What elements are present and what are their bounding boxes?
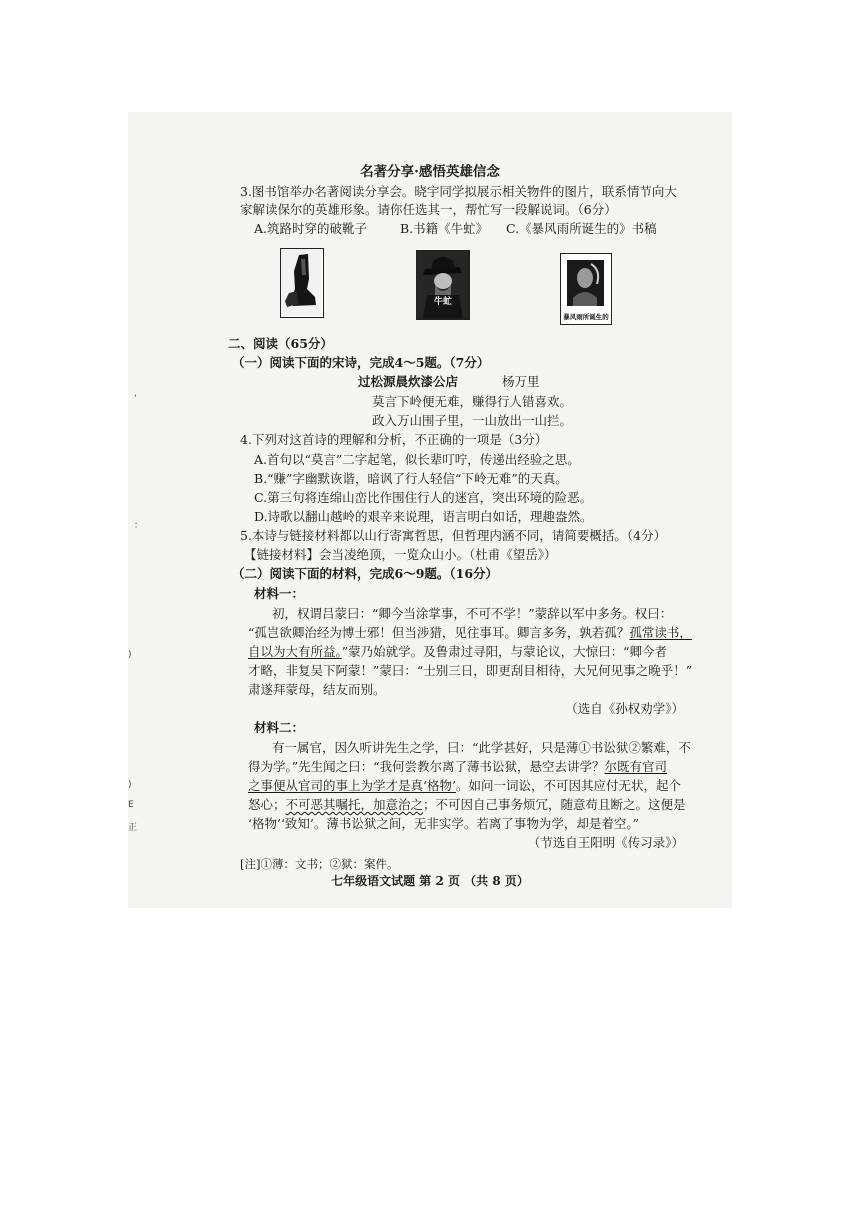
- material1-source: （选自《孙权劝学》）: [565, 701, 684, 716]
- material1-label: 材料一：: [254, 586, 305, 601]
- footnote: [注]①薄：文书；②狱：案件。: [240, 857, 399, 871]
- q3-option-b: B.书籍《牛虻》: [400, 221, 489, 236]
- poem-title: 过松源晨炊漆公店: [358, 374, 459, 389]
- scanned-exam-page: [128, 112, 732, 908]
- margin-mark: E: [128, 800, 134, 810]
- margin-mark: ：: [134, 521, 144, 531]
- page-footer: 七年级语文试题 第 2 页 （共 8 页）: [331, 874, 529, 888]
- q3-option-c: C.《暴风雨所诞生的》书稿: [506, 221, 657, 236]
- material2-line3-text: 。如问一词讼，不可因其应付无状，起个: [455, 778, 681, 793]
- material2-line2: [248, 759, 667, 775]
- material1-line4: 才略，非复吴下阿蒙！”蒙曰：“士别三日，即更刮目相待，大兄何见事之晚乎！”: [248, 663, 693, 678]
- material1-line5: 肃遂拜蒙母，结友而别。: [248, 682, 386, 697]
- q4-option-d: D.诗歌以翻山越岭的艰辛来说理，语言明白如话，理趣盎然。: [254, 509, 593, 524]
- material2-underlined-text-b: 之事便从官司的事上为学才是真‘格物’: [248, 778, 456, 793]
- poem-line2: 政入万山围子里，一山放出一山拦。: [372, 413, 573, 428]
- q3-option-a: A.筑路时穿的破靴子: [254, 221, 368, 236]
- boots-image: [280, 248, 324, 318]
- material1-line2-text: “孤岂欲卿治经为博士邪！但当涉猎，见往事耳。卿言多务，孰若孤？: [248, 625, 630, 640]
- material2-line3: [248, 778, 681, 794]
- margin-mark: ): [128, 780, 132, 790]
- material2-underlined-text-c: 不可恶其嘱托，加意治之: [285, 797, 424, 812]
- material1-underlined-text-b: 自以为大有所益。: [248, 644, 342, 659]
- q4-stem: 4.下列对这首诗的理解和分析，不正确的一项是（3分）: [240, 432, 548, 447]
- material1-line1: 初，权谓吕蒙曰：“卿今当涂掌事，不可不学！”蒙辞以军中多务。权曰：: [272, 606, 673, 621]
- material2-line4-text-a: 怒心；: [248, 797, 286, 812]
- material1-underlined-text-a: 孤常读书，: [629, 625, 692, 640]
- margin-mark: 正: [128, 823, 138, 833]
- manuscript-cover-image: [560, 253, 612, 325]
- q4-option-c: C.第三句将连绵山峦比作围住行人的迷宫，突出环境的险恶。: [254, 490, 593, 505]
- material2-line5: ‘格物’‘致知’。薄书讼狱之间，无非实学。若离了事物为学，却是着空。”: [248, 816, 640, 831]
- material2-label: 材料二：: [254, 720, 305, 735]
- q4-option-a: A.首句以“莫言”二字起笔，似长辈叮咛，传递出经验之思。: [254, 452, 580, 467]
- q4-option-b: B.“赚”字幽默诙谐，暗讽了行人轻信“下岭无难”的天真。: [254, 471, 568, 486]
- q3-stem-line1: 3.图书馆举办名著阅读分享会。晓宇同学拟展示相关物件的图片，联系情节向大: [240, 184, 677, 199]
- q3-stem-line2: 家解读保尔的英雄形象。请你任选其一，帮忙写一段解说词。（6分）: [240, 202, 617, 217]
- poem-line1: 莫言下岭便无难，赚得行人错喜欢。: [372, 394, 573, 409]
- manuscript-caption: 暴风雨所诞生的: [563, 313, 609, 321]
- material1-line2: [248, 625, 692, 641]
- gadfly-book-caption: 牛虻: [433, 297, 452, 307]
- section2-heading: 二、阅读（65分）: [228, 336, 333, 351]
- material2-line2-text: 得为学。”先生闻之曰：“我何尝教尔离了薄书讼狱，悬空去讲学？: [248, 759, 605, 774]
- gadfly-book-cover-image: [416, 250, 470, 320]
- material1-line3-text: ”蒙乃始就学。及鲁肃过寻阳，与蒙论议，大惊曰：“卿今者: [341, 644, 668, 659]
- q5-stem: 5.本诗与链接材料都以山行寄寓哲思，但哲理内涵不同，请简要概括。（4分）: [240, 528, 667, 543]
- part1-heading: （一）阅读下面的宋诗，完成4～5题。（7分）: [232, 355, 490, 370]
- margin-mark: ): [128, 650, 132, 660]
- material2-line4-text-b: ；不可因自己事务烦冗，随意苟且断之。这便是: [423, 797, 686, 812]
- q5-link-material: 【链接材料】会当凌绝顶，一览众山小。（杜甫《望岳》）: [244, 547, 557, 562]
- poem-author: 杨万里: [502, 374, 540, 389]
- material2-underlined-text-a: 尔既有官司: [604, 759, 668, 774]
- part2-heading: （二）阅读下面的材料，完成6～9题。（16分）: [232, 566, 499, 581]
- margin-mark: ‘: [134, 394, 137, 404]
- material2-source: （节选自王阳明《传习录》）: [527, 835, 684, 850]
- material1-line3: [248, 644, 667, 660]
- section-banner: 名著分享·感悟英雄信念: [360, 164, 500, 180]
- material2-line4: [248, 797, 686, 813]
- material2-line1: 有一属官，因久听讲先生之学，曰：“此学甚好，只是薄①书讼狱②繁难，不: [272, 740, 691, 755]
